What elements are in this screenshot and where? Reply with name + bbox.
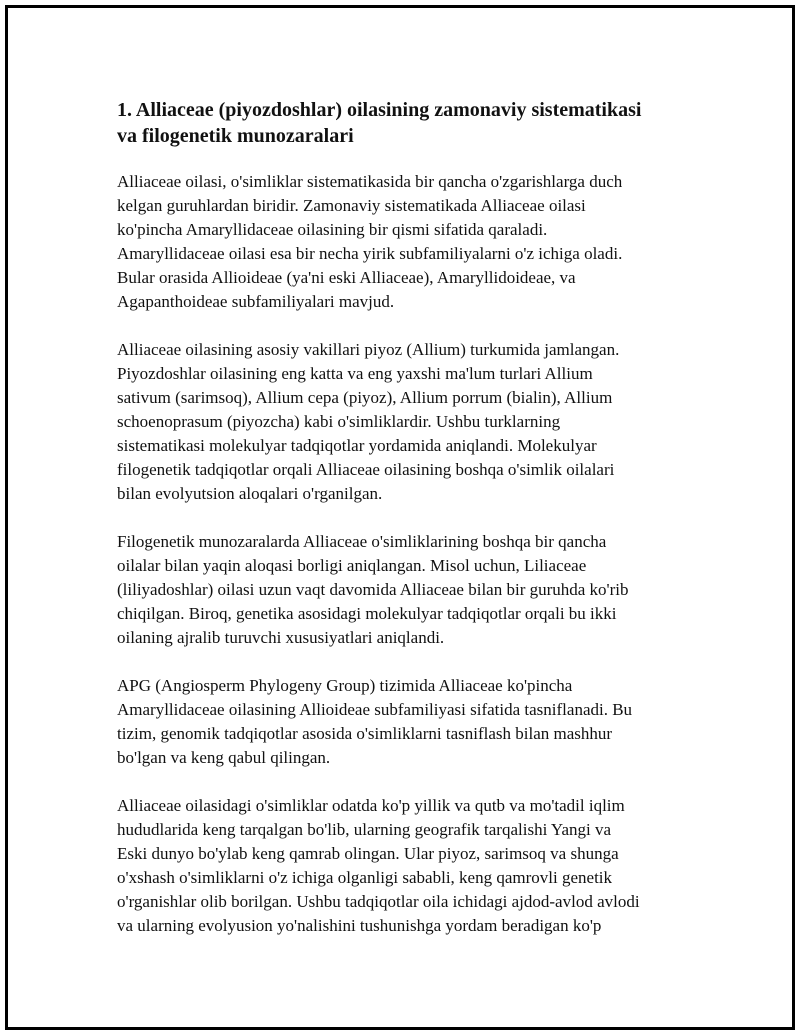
document-content	[117, 97, 697, 962]
paragraph-3: Filogenetik munozaralarda Alliaceae o'simliklarining boshqa bir qancha oilalar bilan yaqin aloqasi borligi aniqlangan. Misol uchun, Liliaceae (liliyadoshlar) oilasi uzun vaqt davomida Alliaceae bilan bir guruhda ko'rib chiqilgan. Biroq, genetika asosidagi molekulyar tadqiqotlar orqali bu ikki oilaning ajralib turuvchi xususiyatlari aniqlandi.	[117, 532, 629, 647]
paragraph-5: Alliaceae oilasidagi o'simliklar odatda ko'p yillik va qutb va mo'tadil iqlim hududlarida keng tarqalgan bo'lib, ularning geografik tarqalishi Yangi va Eski dunyo bo'ylab keng qamrab olingan. Ular piyoz, sarimsoq va shunga o'xshash o'simliklarni o'z ichiga olganligi sababli, keng qamrovli genetik o'rganishlar olib borilgan. Ushbu tadqiqotlar oila ichidagi ajdod-avlod avlodi va ularning evolyusion yo'nalishini tushunishga yordam beradigan ko'p	[117, 796, 640, 935]
paragraph-2: Alliaceae oilasining asosiy vakillari piyoz (Allium) turkumida jamlangan. Piyozdoshlar oilasining eng katta va eng yaxshi ma'lum turlari Allium sativum (sarimsoq), Allium cepa (piyoz), Allium porrum (bialin), Allium schoenoprasum (piyozcha) kabi o'simliklardir. Ushbu turklarning sistematikasi molekulyar tadqiqotlar yordamida aniqlandi. Molekulyar filogenetik tadqiqotlar orqali Alliaceae oilasining boshqa o'simlik oilalari bilan evolyutsion aloqalari o'rganilgan.	[117, 340, 620, 503]
document-page	[5, 5, 795, 1030]
section-heading: 1. Alliaceae (piyozdoshlar) oilasining zamonaviy sistematikasi va filogenetik munozaralari	[117, 99, 642, 147]
paragraph-4: APG (Angiosperm Phylogeny Group) tizimida Alliaceae ko'pincha Amaryllidaceae oilasining Allioideae subfamiliyasi sifatida tasniflanadi. Bu tizim, genomik tadqiqotlar asosida o'simliklarni tasniflash bilan mashhur bo'lgan va keng qabul qilingan.	[117, 676, 633, 767]
paragraph-1: Alliaceae oilasi, o'simliklar sistematikasida bir qancha o'zgarishlarga duch kelgan guruhlardan biridir. Zamonaviy sistematikada Alliaceae oilasi ko'pincha Amaryllidaceae oilasining bir qismi sifatida qaraladi. Amaryllidaceae oilasi esa bir necha yirik subfamiliyalarni o'z ichiga oladi. Bular orasida Allioideae (ya'ni eski Alliaceae), Amaryllidoideae, va Agapanthoideae subfamiliyalari mavjud.	[117, 172, 623, 311]
